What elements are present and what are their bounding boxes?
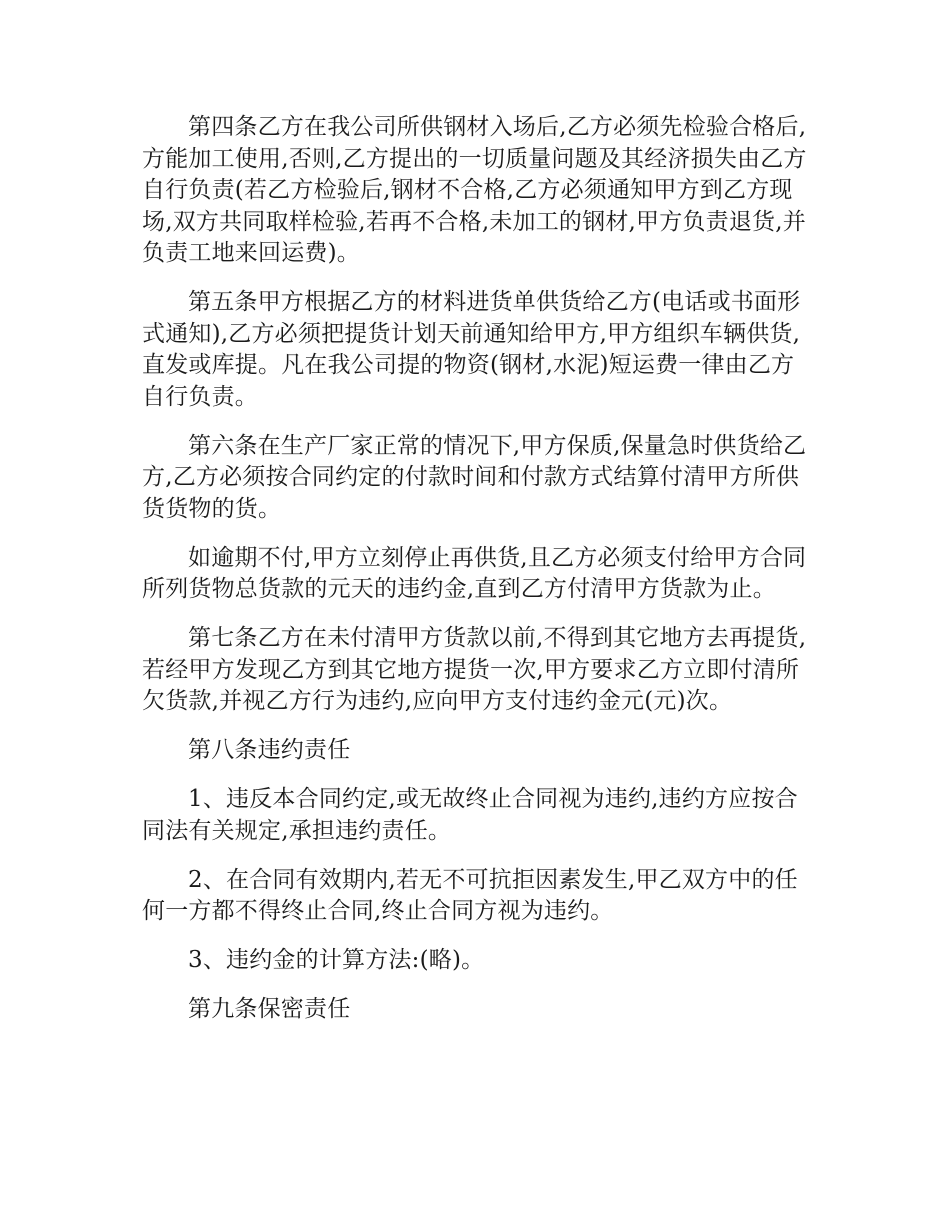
clause-8-heading: 第八条违约责任 xyxy=(188,737,351,763)
document-body xyxy=(142,112,814,1043)
clause-5-paragraph: 第五条甲方根据乙方的材料进货单供货给乙方(电话或书面形式通知),乙方必须把提货计划天前通知给甲方,甲方组织车辆供货,直发或库提。凡在我公司提的物资(钢材,水泥)短运费一律由乙方自行负责。 xyxy=(142,289,801,410)
clause-4-paragraph: 第四条乙方在我公司所供钢材入场后,乙方必须先检验合格后,方能加工使用,否则,乙方提出的一切质量问题及其经济损失由乙方自行负责(若乙方检验后,钢材不合格,乙方必须通知甲方到乙方现场,双方共同取样检验,若再不合格,未加工的钢材,甲方负责退货,并负责工地来回运费)。 xyxy=(142,114,807,266)
breach-item-2: 2、在合同有效期内,若无不可抗拒因素发生,甲乙双方中的任何一方都不得终止合同,终止合同方视为违约。 xyxy=(142,866,798,924)
clause-7-paragraph: 第七条乙方在未付清甲方货款以前,不得到其它地方去再提货,若经甲方发现乙方到其它地方提货一次,甲方要求乙方立即付清所欠货款,并视乙方行为违约,应向甲方支付违约金元(元)次。 xyxy=(142,625,807,714)
clause-9-heading: 第九条保密责任 xyxy=(188,996,351,1022)
overdue-payment-paragraph: 如逾期不付,甲方立刻停止再供货,且乙方必须支付给甲方合同所列货物总货款的元天的违约金,直到乙方付清甲方货款为止。 xyxy=(142,544,807,602)
clause-6-paragraph: 第六条在生产厂家正常的情况下,甲方保质,保量急时供货给乙方,乙方必须按合同约定的付款时间和付款方式结算付清甲方所供货货物的货。 xyxy=(142,432,807,522)
breach-item-3: 3、违约金的计算方法:(略)。 xyxy=(188,947,485,973)
breach-item-1: 1、违反本合同约定,或无故终止合同视为违约,违约方应按合同法有关规定,承担违约责任。 xyxy=(142,786,798,844)
